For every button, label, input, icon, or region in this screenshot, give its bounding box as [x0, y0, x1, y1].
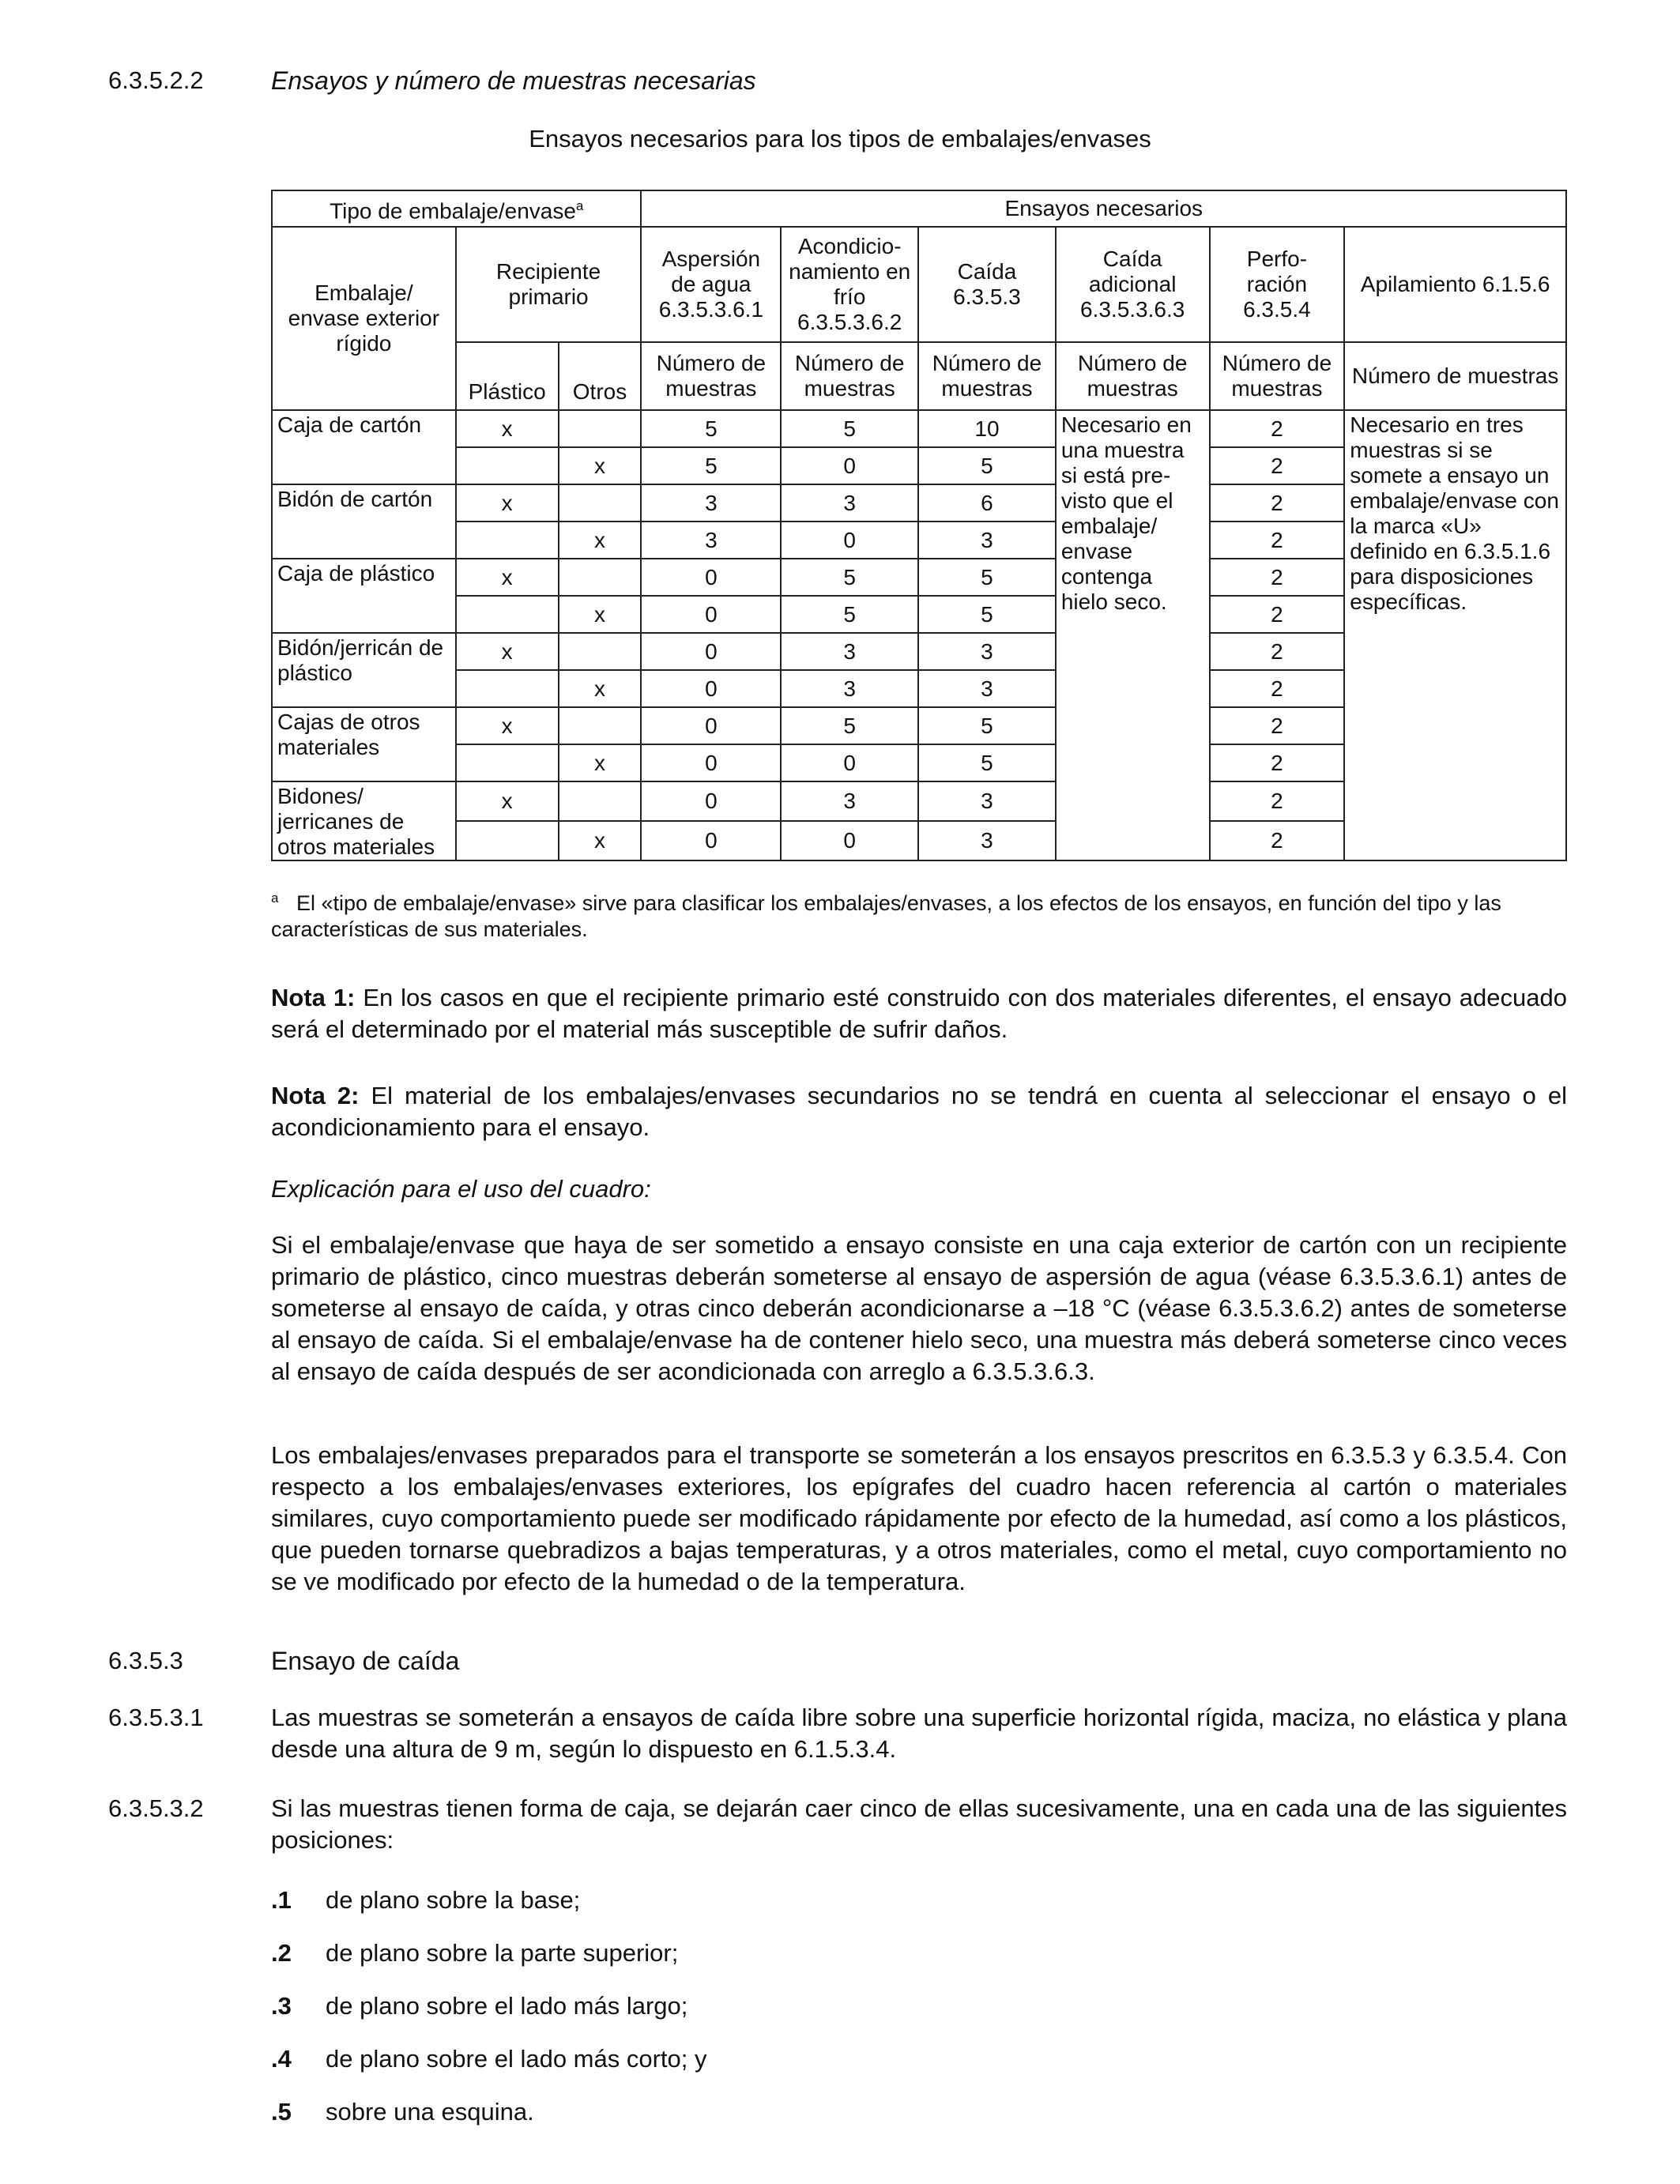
plastico-cell — [456, 447, 559, 484]
packaging-type-cell: Caja de cartón — [272, 410, 456, 484]
plastico-cell: x — [456, 707, 559, 744]
plastico-cell — [456, 522, 559, 559]
section-number: 6.3.5.3.2 — [108, 1794, 204, 1822]
header-num-muestras: Número de muestras — [1210, 342, 1345, 410]
caida-cell: 5 — [918, 559, 1056, 596]
section-text: Si las muestras tienen forma de caja, se dejarán caer cinco de ellas sucesivamente, una en cada una de las siguientes posiciones: — [271, 1794, 1567, 1854]
acondicionamiento-cell: 0 — [781, 447, 918, 484]
table-row — [272, 410, 1566, 447]
header-tipo: Tipo de embalaje/envase$^a$ — [272, 190, 641, 227]
header-otros: Otros — [559, 342, 642, 410]
table-footnote: $^a$ El «tipo de embalaje/envase» sirve para clasificar los embalajes/envases, a los efectos de los ensayos, en función del tipo y las características de sus materiales. — [271, 891, 1501, 941]
header-num-muestras: Número de muestras — [1056, 342, 1210, 410]
header-exterior: Embalaje/ envase exterior rígido — [272, 227, 456, 410]
acondicionamiento-cell: 5 — [781, 410, 918, 447]
aspersion-cell: 5 — [641, 410, 781, 447]
perforacion-cell: 2 — [1210, 670, 1345, 707]
perforacion-cell: 2 — [1210, 633, 1345, 670]
otros-cell: x — [559, 596, 642, 633]
caida-cell: 3 — [918, 781, 1056, 821]
perforacion-cell: 2 — [1210, 744, 1345, 781]
packaging-type-cell: Cajas de otros materiales — [272, 707, 456, 781]
otros-cell — [559, 707, 642, 744]
header-ensayos: Ensayos necesarios — [641, 190, 1566, 227]
caida-cell: 3 — [918, 821, 1056, 860]
caida-cell: 3 — [918, 633, 1056, 670]
header-test: Aspersión de agua 6.3.5.3.6.1 — [641, 227, 781, 342]
section-number: 6.3.5.3.1 — [108, 1704, 204, 1731]
caida-cell: 5 — [918, 447, 1056, 484]
packaging-type-cell: Bidones/ jerricanes de otros materiales — [272, 781, 456, 860]
header-plastico: Plástico — [456, 342, 559, 410]
aspersion-cell: 0 — [641, 744, 781, 781]
nota-1: Nota 1: En los casos en que el recipiente primario esté construido con dos materiales diferentes, el ensayo adecuado será el determinado por el material más susceptible de sufrir daños. — [271, 984, 1567, 1043]
perforacion-cell: 2 — [1210, 447, 1345, 484]
aspersion-cell: 0 — [641, 559, 781, 596]
acondicionamiento-cell: 0 — [781, 821, 918, 860]
acondicionamiento-cell: 3 — [781, 633, 918, 670]
acondicionamiento-cell: 5 — [781, 596, 918, 633]
perforacion-cell: 2 — [1210, 781, 1345, 821]
aspersion-cell: 0 — [641, 670, 781, 707]
header-test: Caída adicional 6.3.5.3.6.3 — [1056, 227, 1210, 342]
section-text: Las muestras se someterán a ensayos de caída libre sobre una superficie horizontal rígida, maciza, no elástica y plana desde una altura de 9 m, según lo dispuesto en 6.1.5.3.4. — [271, 1704, 1567, 1763]
acondicionamiento-cell: 5 — [781, 707, 918, 744]
perforacion-cell: 2 — [1210, 410, 1345, 447]
aspersion-cell: 0 — [641, 596, 781, 633]
caida-cell: 3 — [918, 522, 1056, 559]
aspersion-cell: 0 — [641, 821, 781, 860]
plastico-cell: x — [456, 484, 559, 522]
header-test: Apilamiento 6.1.5.6 — [1344, 227, 1566, 342]
aspersion-cell: 0 — [641, 633, 781, 670]
header-num-muestras: Número de muestras — [781, 342, 918, 410]
tests-table — [271, 190, 1567, 861]
aspersion-cell: 0 — [641, 781, 781, 821]
plastico-cell — [456, 670, 559, 707]
header-test: Perfo- ración 6.3.5.4 — [1210, 227, 1345, 342]
otros-cell — [559, 633, 642, 670]
acondicionamiento-cell: 0 — [781, 522, 918, 559]
perforacion-cell: 2 — [1210, 522, 1345, 559]
section-number: 6.3.5.3 — [108, 1647, 183, 1674]
acondicionamiento-cell: 0 — [781, 744, 918, 781]
caida-adicional-note: Necesario en una muestra si está pre- visto que el embalaje/ envase contenga hielo seco. — [1056, 410, 1210, 860]
plastico-cell: x — [456, 633, 559, 670]
aspersion-cell: 3 — [641, 522, 781, 559]
caida-cell: 5 — [918, 596, 1056, 633]
explicacion-paragraph-1: Si el embalaje/envase que haya de ser sometido a ensayo consiste en una caja exterior de cartón con un recipiente primario de plástico, cinco muestras deberán someterse al ensayo de aspersión de agua (véase 6.3.5.3.6.1) antes de someterse al ensayo de caída, y otras cinco deberán acondicionarse a –18 °C (véase 6.3.5.3.6.2) antes de someterse al ensayo de caída. Si el embalaje/envase ha de contener hielo seco, una muestra más deberá someterse cinco veces al ensayo de caída después de ser acondicionada con arreglo a 6.3.5.3.6.3. — [271, 1231, 1567, 1385]
caida-cell: 5 — [918, 707, 1056, 744]
section-title: Ensayo de caída — [271, 1647, 460, 1675]
perforacion-cell: 2 — [1210, 559, 1345, 596]
caida-cell: 3 — [918, 670, 1056, 707]
aspersion-cell: 0 — [641, 707, 781, 744]
otros-cell — [559, 484, 642, 522]
otros-cell: x — [559, 744, 642, 781]
packaging-type-cell: Bidón/jerricán de plástico — [272, 633, 456, 707]
perforacion-cell: 2 — [1210, 596, 1345, 633]
caida-cell: 10 — [918, 410, 1056, 447]
aspersion-cell: 3 — [641, 484, 781, 522]
acondicionamiento-cell: 5 — [781, 559, 918, 596]
header-num-muestras: Número de muestras — [918, 342, 1056, 410]
caida-cell: 6 — [918, 484, 1056, 522]
plastico-cell: x — [456, 559, 559, 596]
header-num-muestras: Número de muestras — [641, 342, 781, 410]
section-number: 6.3.5.2.2 — [108, 66, 204, 94]
table-caption: Ensayos necesarios para los tipos de embalajes/envases — [529, 125, 1151, 153]
otros-cell: x — [559, 821, 642, 860]
acondicionamiento-cell: 3 — [781, 781, 918, 821]
explicacion-title: Explicación para el uso del cuadro: — [271, 1175, 651, 1203]
otros-cell — [559, 559, 642, 596]
header-primario: Recipiente primario — [456, 227, 642, 342]
acondicionamiento-cell: 3 — [781, 670, 918, 707]
header-num-muestras: Número de muestras — [1344, 342, 1566, 410]
otros-cell: x — [559, 670, 642, 707]
perforacion-cell: 2 — [1210, 484, 1345, 522]
packaging-type-cell: Caja de plástico — [272, 559, 456, 633]
caida-cell: 5 — [918, 744, 1056, 781]
header-test: Acondicio- namiento en frío 6.3.5.3.6.2 — [781, 227, 918, 342]
packaging-type-cell: Bidón de cartón — [272, 484, 456, 559]
nota-2: Nota 2: El material de los embalajes/envases secundarios no se tendrá en cuenta al seleccionar el ensayo o el acondicionamiento para el ensayo. — [271, 1082, 1567, 1141]
plastico-cell — [456, 821, 559, 860]
otros-cell: x — [559, 522, 642, 559]
otros-cell: x — [559, 447, 642, 484]
aspersion-cell: 5 — [641, 447, 781, 484]
plastico-cell: x — [456, 410, 559, 447]
plastico-cell — [456, 744, 559, 781]
section-title: Ensayos y número de muestras necesarias — [271, 66, 756, 95]
perforacion-cell: 2 — [1210, 707, 1345, 744]
plastico-cell — [456, 596, 559, 633]
otros-cell — [559, 410, 642, 447]
explicacion-paragraph-2: Los embalajes/envases preparados para el transporte se someterán a los ensayos prescritos en 6.3.5.3 y 6.3.5.4. Con respecto a los embalajes/envases exteriores, los epígrafes del cuadro hacen referencia al cartón o materiales similares, cuyo comportamiento puede ser modificado rápidamente por efecto de la humedad, así como a los plásticos, que pueden tornarse quebradizos a bajas temperaturas, y a otros materiales, como el metal, cuyo comportamiento no se ve modificado por efecto de la humedad o de la temperatura. — [271, 1441, 1567, 1595]
plastico-cell: x — [456, 781, 559, 821]
acondicionamiento-cell: 3 — [781, 484, 918, 522]
otros-cell — [559, 781, 642, 821]
apilamiento-note: Necesario en tres muestras si se somete a ensayo un embalaje/envase con la marca «U» definido en 6.3.5.1.6 para disposiciones específicas. — [1344, 410, 1566, 860]
perforacion-cell: 2 — [1210, 821, 1345, 860]
header-test: Caída 6.3.5.3 — [918, 227, 1056, 342]
